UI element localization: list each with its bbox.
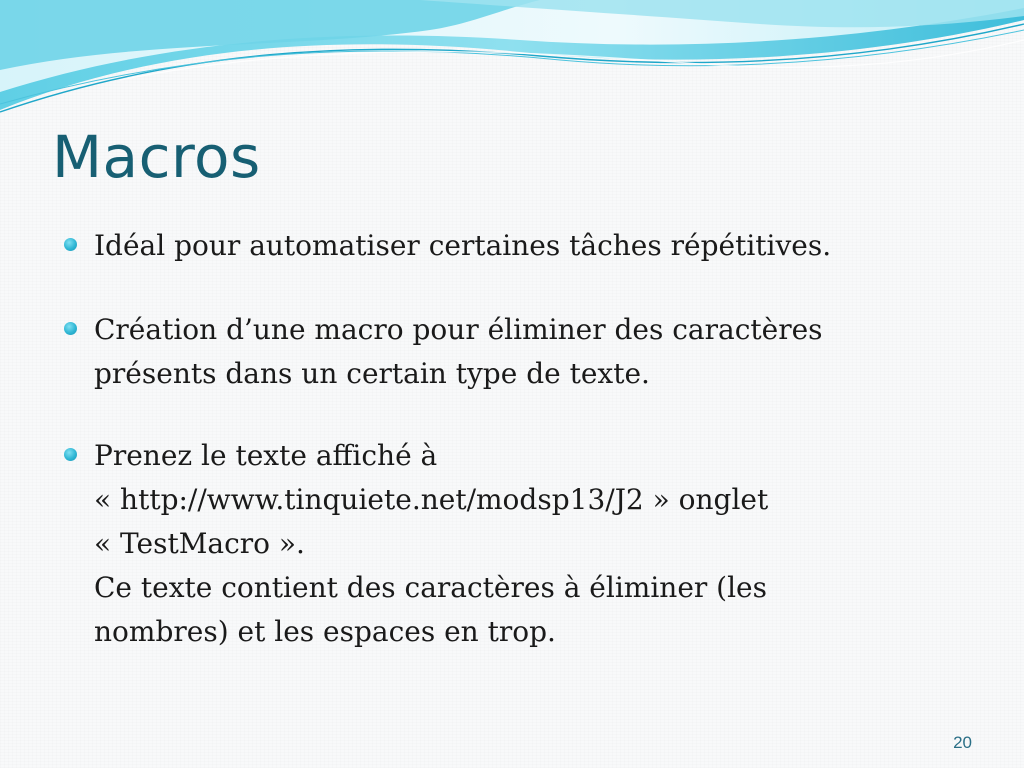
slide-page-number: 20 <box>953 733 972 752</box>
bullet-text-line: présents dans un certain type de texte. <box>94 357 650 390</box>
bullet-dot-icon <box>64 448 77 461</box>
bullet-text-line: Création d’une macro pour éliminer des caractères <box>94 313 823 346</box>
bullet-text-line: nombres) et les espaces en trop. <box>94 615 556 648</box>
bullet-text-line: Idéal pour automatiser certaines tâches répétitives. <box>94 229 832 262</box>
bullet-list <box>64 224 964 694</box>
bullet-item <box>64 224 964 268</box>
bullet-dot-icon <box>64 322 77 335</box>
slide-title: Macros <box>52 123 261 191</box>
bullet-item <box>64 434 964 654</box>
bullet-text-line-url: « http://www.tinquiete.net/modsp13/J2 » onglet <box>94 483 769 516</box>
bullet-item <box>64 308 964 396</box>
bullet-text-line: Ce texte contient des caractères à éliminer (les <box>94 571 767 604</box>
bullet-dot-icon <box>64 238 77 251</box>
header-wave-decoration <box>0 0 1024 130</box>
bullet-text-line: « TestMacro ». <box>94 527 305 560</box>
bullet-text-line: Prenez le texte affiché à <box>94 439 438 472</box>
